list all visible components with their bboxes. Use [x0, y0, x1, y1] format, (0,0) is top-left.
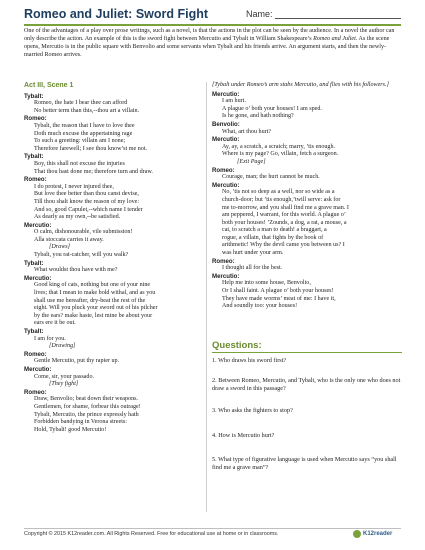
dialogue-line: cat, to scratch a man to death! a braggart, a: [222, 227, 327, 234]
dialogue-line: Courage, man; the hurt cannot be much.: [222, 174, 320, 181]
dialogue-line: Doth much excuse the appertaining rage: [34, 130, 133, 137]
left-dialogue: [24, 93, 204, 435]
dialogue-line: Tybalt, you rat-catcher, will you walk?: [34, 252, 129, 259]
scene-heading: Act III, Scene 1: [24, 82, 74, 89]
dialogue-line: That thou hast done me; therefore turn and draw.: [34, 168, 153, 175]
question-4: 4. How is Mercutio hurt?: [212, 432, 275, 439]
questions-heading: Questions:: [212, 340, 262, 351]
intro-paragraph: [24, 27, 402, 59]
dialogue-line: No, ’tis not so deep as a well, nor so wide as a: [222, 189, 335, 196]
play-title: Romeo and Juliet: [313, 36, 356, 43]
stage-direction: [They fight]: [49, 381, 79, 388]
dialogue-line: Therefore farewell; I see thou know’st me not.: [34, 145, 148, 152]
stage-direction: [Draws]: [49, 244, 70, 251]
speaker-name: Romeo:: [212, 166, 235, 174]
page-title: Romeo and Juliet: Sword Fight: [24, 7, 209, 21]
speaker-name: Mercutio:: [24, 274, 52, 282]
script-right-column: [212, 82, 402, 311]
dialogue-line: What, art thou hurt?: [222, 128, 272, 135]
logo-text: K12reader: [363, 531, 393, 537]
dialogue-line: Hold, Tybalt! good Mercutio!: [34, 426, 107, 433]
speaker-name: Mercutio:: [212, 181, 240, 189]
intro-text-2: . As the scene opens, Mercutio is in the public square with Benvolio and some servants when Tybalt and his friends arrive. An argument starts, and then the newly-married Romeo arrives.: [24, 36, 390, 59]
dialogue-line: lives; that I mean to make bold withal, and as you: [34, 290, 156, 297]
question-1: 1. Who draws his sword first?: [212, 357, 287, 364]
column-divider: [206, 82, 207, 512]
dialogue-line: both your houses! ’Zounds, a dog, a rat, a mouse, a: [222, 219, 347, 226]
speaker-name: Benvolio:: [212, 120, 240, 128]
dialogue-line: I thought all for the best.: [222, 265, 283, 272]
dialogue-line: Alla stoccata carries it away.: [34, 236, 104, 243]
dialogue-line: Romeo, the hate I bear thee can afford: [34, 100, 128, 107]
speaker-name: Tybalt:: [24, 259, 44, 267]
dialogue-line: Boy, this shall not excuse the injuries: [34, 160, 125, 167]
speaker-name: Mercutio:: [212, 90, 240, 98]
dialogue-line: Forbidden bandying in Verona streets:: [34, 419, 127, 426]
speaker-name: Romeo:: [24, 115, 47, 123]
dialogue-line: Help me into some house, Benvolio,: [222, 280, 311, 287]
footer-divider: [24, 528, 401, 529]
questions-divider: [212, 352, 402, 353]
dialogue-line: shall use me hereafter, dry-beat the rest of the: [34, 297, 146, 304]
dialogue-line: Or I shall faint. A plague o’ both your houses!: [222, 288, 334, 295]
speaker-name: Romeo:: [24, 176, 47, 184]
speaker-name: Mercutio:: [212, 136, 240, 144]
dialogue-line: Where is my page? Go, villain, fetch a surgeon.: [222, 151, 339, 158]
dialogue-line: I am for you.: [34, 335, 66, 342]
dialogue-line: A plague o’ both your houses! I am sped.: [222, 105, 322, 112]
dialogue-line: Tybalt, the reason that I have to love thee: [34, 122, 135, 129]
speaker-name: Mercutio:: [24, 221, 52, 229]
dialogue-line: Ay, ay, a scratch, a scratch; marry, ’tis enough.: [222, 143, 336, 150]
dialogue-line: Till thou shalt know the reason of my love:: [34, 198, 140, 205]
intro-text-1: One of the advantages of a play over prose writings, such as a novel, is that the actions in the plot can be seen by the audience. In a novel the author can only describe the action. An example of this is the sword fight between Mercutio and Tybalt in William Shakespeare’s: [24, 28, 395, 43]
dialogue-line: Is he gone, and hath nothing?: [222, 113, 294, 120]
stage-direction: [Exit Page]: [237, 158, 266, 165]
dialogue-line: They have made worms’ meat of me: I have it,: [222, 295, 336, 302]
dialogue-line: I am hurt.: [222, 98, 246, 105]
dialogue-line: What wouldst thou have with me?: [34, 267, 118, 274]
question-2: 2. Between Romeo, Mercutio, and Tybalt, who is the only one who does not draw a sword in this passage?: [212, 377, 401, 392]
name-line: [275, 18, 401, 19]
dialogue-line: I do protest, I never injured thee,: [34, 183, 114, 190]
dialogue-line: eight. Will you pluck your sword out of his pilcher: [34, 305, 158, 312]
dialogue-line: Tybalt, Mercutio, the prince expressly hath: [34, 411, 139, 418]
dialogue-line: me to-morrow, and you shall find me a grave man. I: [222, 204, 349, 211]
brand-logo: [353, 530, 392, 538]
dialogue-line: And soundly too: your houses!: [222, 303, 298, 310]
dialogue-line: am peppered, I warrant, for this world. A plague o’: [222, 212, 346, 219]
right-dialogue: [212, 91, 402, 311]
dialogue-line: Come, sir, your passado.: [34, 373, 95, 380]
dialogue-line: O calm, dishonourable, vile submission!: [34, 229, 133, 236]
dialogue-line: Draw, Benvolio; beat down their weapons.: [34, 396, 139, 403]
logo-icon: [353, 530, 361, 538]
dialogue-line: by the ears? make haste, lest mine be about your: [34, 312, 153, 319]
name-label: Name:: [246, 9, 273, 19]
dialogue-line: was hurt under your arm.: [222, 250, 284, 257]
dialogue-line: And so, good Capulet,--which name I tender: [34, 206, 143, 213]
dialogue-line: As dearly as my own,--be satisfied.: [34, 214, 121, 221]
speaker-name: Romeo:: [24, 388, 47, 396]
dialogue-line: But love thee better than thou canst devise,: [34, 191, 139, 198]
speaker-name: Tybalt:: [24, 92, 44, 100]
script-left-column: [24, 82, 204, 434]
dialogue-line: arithmetic! Why the devil came you between us? I: [222, 242, 345, 249]
question-5: 5. What type of figurative language is used when Mercutio says “you shall find me a grave man”?: [212, 456, 397, 471]
title-divider: [24, 24, 401, 26]
speaker-name: Romeo:: [24, 350, 47, 358]
speaker-name: Tybalt:: [24, 328, 44, 335]
speaker-name: Mercutio:: [212, 272, 240, 280]
dialogue-line: Gentlemen, for shame, forbear this outrage!: [34, 403, 141, 410]
dialogue-line: Good king of cats, nothing but one of your nine: [34, 282, 151, 289]
dialogue-line: No better term than this,--thou art a villain.: [34, 107, 140, 114]
dialogue-line: church-door; but ’tis enough,’twill serve: ask for: [222, 196, 341, 203]
dialogue-line: To such a greeting: villain am I none;: [34, 138, 126, 145]
stage-direction: [Drawing]: [49, 343, 76, 350]
speaker-name: Tybalt:: [24, 153, 44, 161]
dialogue-line: Gentle Mercutio, put thy rapier up.: [34, 358, 120, 365]
dialogue-line: ears ere it be out.: [34, 320, 76, 327]
copyright-text: Copyright © 2015 K12reader.com. All Rights Reserved. Free for educational use at home or in classrooms.: [24, 531, 279, 537]
stage-direction: [Tybalt under Romeo’s arm stabs Mercutio, and flies with his followers.]: [212, 82, 389, 88]
speaker-name: Mercutio:: [24, 365, 52, 373]
question-3: 3. Who asks the fighters to stop?: [212, 407, 293, 414]
dialogue-line: rogue, a villain, that fights by the book of: [222, 234, 324, 241]
speaker-name: Romeo:: [212, 257, 235, 265]
